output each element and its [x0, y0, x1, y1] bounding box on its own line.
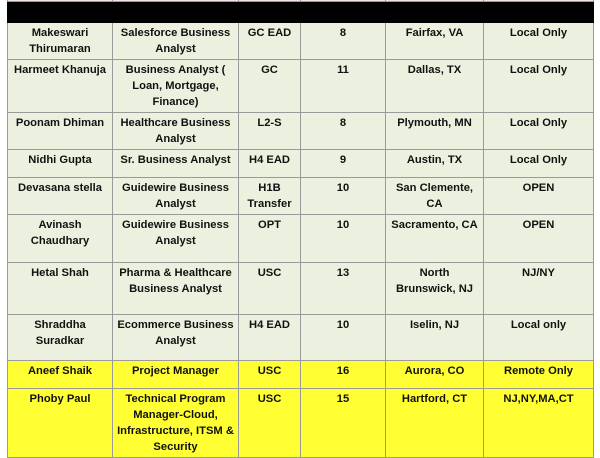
- cell-relocation: Local only: [484, 315, 594, 361]
- cell-experience: 11: [301, 60, 386, 113]
- cell-experience: 8: [301, 23, 386, 60]
- cell-visa: OPT: [239, 215, 301, 263]
- table-row: [8, 315, 594, 361]
- table-row: [8, 150, 594, 178]
- cell-role: Salesforce Business Analyst: [113, 23, 239, 60]
- table-row: [8, 23, 594, 60]
- cell-experience: 16: [301, 361, 386, 389]
- header-band: [8, 2, 594, 23]
- cell-relocation: NJ/NY: [484, 263, 594, 315]
- cell-location: Aurora, CO: [386, 361, 484, 389]
- cell-visa: GC: [239, 60, 301, 113]
- cell-relocation: Local Only: [484, 60, 594, 113]
- cell-experience: 15: [301, 389, 386, 458]
- cell-name: Nidhi Gupta: [8, 150, 113, 178]
- cell-experience: 10: [301, 178, 386, 215]
- cell-experience: 10: [301, 215, 386, 263]
- table-row: [8, 60, 594, 113]
- cell-name: Harmeet Khanuja: [8, 60, 113, 113]
- cell-visa: L2-S: [239, 113, 301, 150]
- cell-relocation: Remote Only: [484, 361, 594, 389]
- cell-relocation: OPEN: [484, 215, 594, 263]
- cell-visa: USC: [239, 263, 301, 315]
- cell-visa: H4 EAD: [239, 315, 301, 361]
- table-row: [8, 113, 594, 150]
- cell-name: Makeswari Thirumaran: [8, 23, 113, 60]
- cell-location: San Clemente, CA: [386, 178, 484, 215]
- cell-location: Hartford, CT: [386, 389, 484, 458]
- cell-experience: 9: [301, 150, 386, 178]
- cell-visa: H1B Transfer: [239, 178, 301, 215]
- cell-name: Hetal Shah: [8, 263, 113, 315]
- cell-role: Technical Program Manager-Cloud, Infrastructure, ITSM & Security: [113, 389, 239, 458]
- cell-location: Iselin, NJ: [386, 315, 484, 361]
- cell-name: Devasana stella: [8, 178, 113, 215]
- cell-name: Avinash Chaudhary: [8, 215, 113, 263]
- table-row: [8, 263, 594, 315]
- cell-relocation: NJ,NY,MA,CT: [484, 389, 594, 458]
- cell-visa: H4 EAD: [239, 150, 301, 178]
- cell-relocation: Local Only: [484, 23, 594, 60]
- cell-relocation: OPEN: [484, 178, 594, 215]
- cell-location: Plymouth, MN: [386, 113, 484, 150]
- cell-location: North Brunswick, NJ: [386, 263, 484, 315]
- cell-role: Business Analyst ( Loan, Mortgage, Finance): [113, 60, 239, 113]
- candidate-sheet: [7, 0, 593, 458]
- cell-visa: USC: [239, 389, 301, 458]
- candidate-table: [7, 0, 594, 458]
- cell-visa: USC: [239, 361, 301, 389]
- cell-experience: 8: [301, 113, 386, 150]
- cell-relocation: Local Only: [484, 113, 594, 150]
- cell-experience: 10: [301, 315, 386, 361]
- table-row: [8, 361, 594, 389]
- cell-relocation: Local Only: [484, 150, 594, 178]
- table-row: [8, 215, 594, 263]
- cell-location: Dallas, TX: [386, 60, 484, 113]
- cell-role: Guidewire Business Analyst: [113, 178, 239, 215]
- cell-role: Healthcare Business Analyst: [113, 113, 239, 150]
- cell-role: Guidewire Business Analyst: [113, 215, 239, 263]
- cell-visa: GC EAD: [239, 23, 301, 60]
- cell-location: Austin, TX: [386, 150, 484, 178]
- cell-role: Pharma & Healthcare Business Analyst: [113, 263, 239, 315]
- cell-location: Fairfax, VA: [386, 23, 484, 60]
- cell-experience: 13: [301, 263, 386, 315]
- cell-name: Phoby Paul: [8, 389, 113, 458]
- cell-location: Sacramento, CA: [386, 215, 484, 263]
- cell-role: Ecommerce Business Analyst: [113, 315, 239, 361]
- cell-role: Sr. Business Analyst: [113, 150, 239, 178]
- table-row: [8, 389, 594, 458]
- cell-name: Aneef Shaik: [8, 361, 113, 389]
- cell-name: Shraddha Suradkar: [8, 315, 113, 361]
- table-row: [8, 178, 594, 215]
- cell-name: Poonam Dhiman: [8, 113, 113, 150]
- cell-role: Project Manager: [113, 361, 239, 389]
